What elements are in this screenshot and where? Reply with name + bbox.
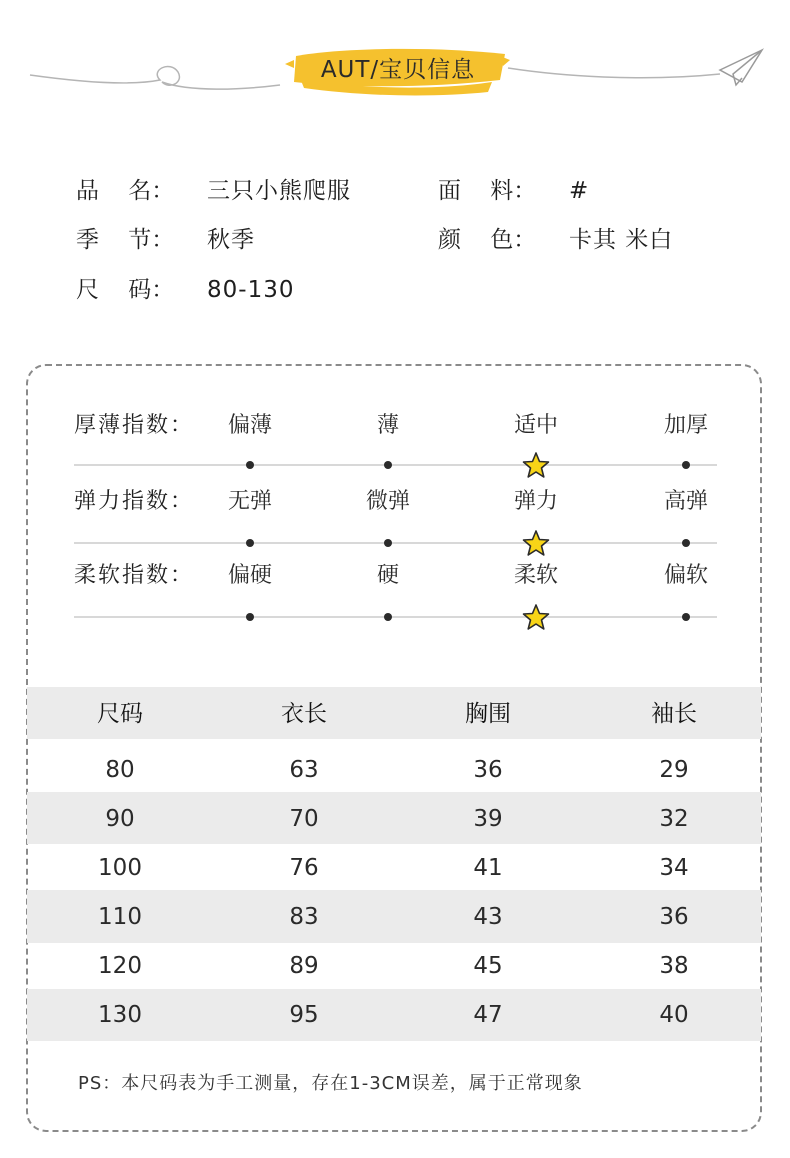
header-left-swoosh — [30, 67, 280, 90]
table-cell: 36 — [659, 904, 689, 930]
index-option: 弹力 — [513, 489, 558, 514]
info-value-fabric: # — [569, 178, 590, 204]
index-option: 高弹 — [663, 489, 708, 514]
info-label-fabric: 面 料： — [438, 178, 537, 204]
table-cell: 83 — [289, 904, 319, 930]
table-header-cell: 胸围 — [465, 701, 511, 727]
index-option: 薄 — [376, 413, 399, 438]
table-cell: 47 — [473, 1002, 503, 1028]
table-cell: 29 — [659, 757, 689, 783]
table-cell: 89 — [289, 953, 319, 979]
scale-dot — [246, 613, 254, 621]
info-value-season: 秋季 — [207, 227, 255, 253]
scale-dot — [246, 461, 254, 469]
table-cell: 32 — [659, 806, 689, 832]
index-scale-line — [74, 616, 717, 618]
index-option: 适中 — [513, 413, 558, 438]
index-option: 偏硬 — [227, 563, 272, 588]
table-cell: 76 — [289, 855, 319, 881]
index-label: 厚薄指数： — [74, 413, 195, 438]
index-option: 硬 — [376, 563, 399, 588]
header-right-line — [508, 68, 720, 78]
table-cell: 41 — [473, 855, 503, 881]
table-cell: 90 — [105, 806, 135, 832]
scale-dot — [682, 613, 690, 621]
table-cell: 40 — [659, 1002, 689, 1028]
selected-star-icon — [522, 529, 550, 557]
section-title: AUT/宝贝信息 — [320, 57, 476, 83]
scale-dot — [384, 461, 392, 469]
table-cell: 70 — [289, 806, 319, 832]
selected-star-icon — [522, 603, 550, 631]
table-cell: 63 — [289, 757, 319, 783]
table-cell: 39 — [473, 806, 503, 832]
index-scale-line — [74, 464, 717, 466]
index-label: 弹力指数： — [74, 489, 195, 514]
table-cell: 34 — [659, 855, 689, 881]
table-cell: 36 — [473, 757, 503, 783]
scale-dot — [682, 539, 690, 547]
index-scale-line — [74, 542, 717, 544]
table-header-cell: 袖长 — [651, 701, 697, 727]
scale-dot — [246, 539, 254, 547]
info-label-season: 季 节： — [76, 227, 175, 253]
info-label-name: 品 名： — [76, 178, 175, 204]
info-label-size: 尺 码： — [76, 277, 175, 303]
selected-star-icon — [522, 451, 550, 479]
scale-dot — [682, 461, 690, 469]
measurement-note: PS：本尺码表为手工测量，存在1-3CM误差，属于正常现象 — [78, 1073, 583, 1094]
index-option: 柔软 — [513, 563, 558, 588]
info-value-size: 80-130 — [207, 277, 295, 303]
table-header-cell: 尺码 — [97, 701, 143, 727]
scale-dot — [384, 539, 392, 547]
table-cell: 95 — [289, 1002, 319, 1028]
info-value-color: 卡其 米白 — [569, 227, 674, 253]
index-option: 偏软 — [663, 563, 708, 588]
paper-plane-icon — [720, 50, 762, 85]
table-cell: 80 — [105, 757, 135, 783]
table-cell: 110 — [98, 904, 142, 930]
table-cell: 38 — [659, 953, 689, 979]
index-option: 无弹 — [227, 489, 272, 514]
table-cell: 120 — [98, 953, 142, 979]
index-option: 加厚 — [663, 413, 708, 438]
table-cell: 100 — [98, 855, 142, 881]
info-label-color: 颜 色： — [438, 227, 537, 253]
index-option: 微弹 — [365, 489, 410, 514]
table-cell: 45 — [473, 953, 503, 979]
table-header-cell: 衣长 — [281, 701, 327, 727]
index-label: 柔软指数： — [74, 563, 195, 588]
info-value-name: 三只小熊爬服 — [207, 178, 351, 204]
index-option: 偏薄 — [227, 413, 272, 438]
table-cell: 43 — [473, 904, 503, 930]
table-cell: 130 — [98, 1002, 142, 1028]
scale-dot — [384, 613, 392, 621]
